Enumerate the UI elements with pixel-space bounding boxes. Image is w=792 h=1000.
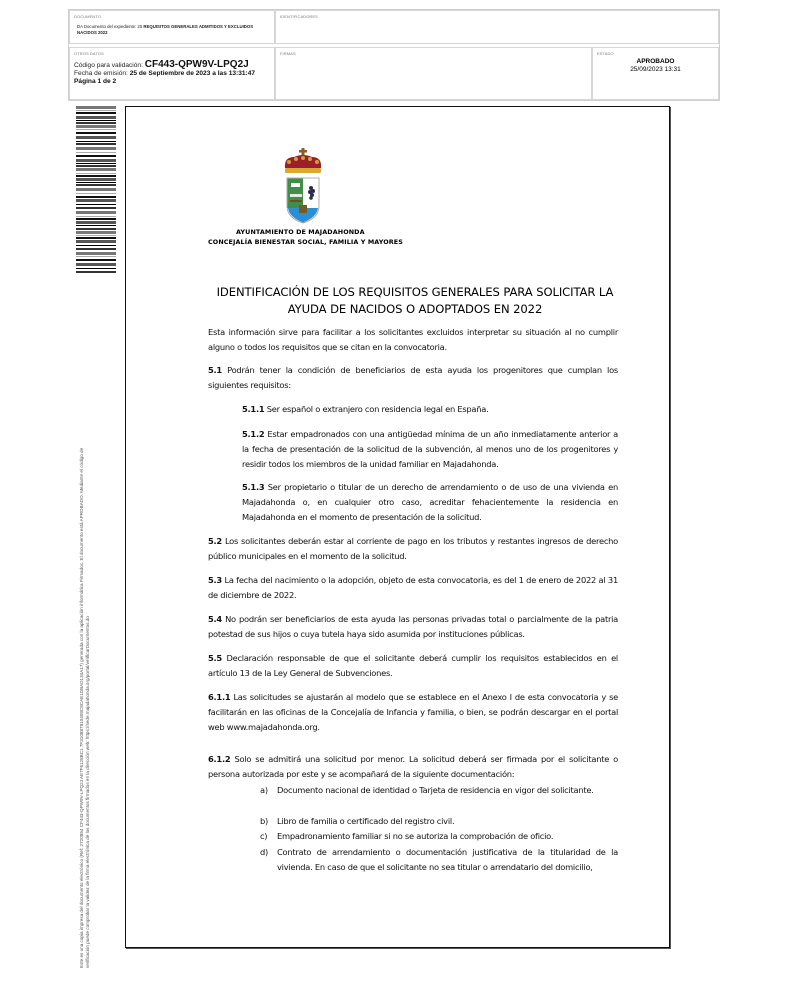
section-6-1-1: [208, 690, 618, 735]
barcode-stripe: [76, 271, 116, 273]
barcode-stripe: [76, 256, 116, 257]
otros-datos-label: OTROS DATOS: [74, 51, 104, 56]
barcode-stripe: [76, 252, 116, 255]
barcode-stripe: [76, 196, 116, 198]
section-text: Los solicitantes deberán estar al corriente de pago en los tributos y restantes ingresos de derecho público municipales en el momento de la solicitud.: [208, 536, 619, 561]
barcode-stripe: [76, 136, 116, 139]
estado-label: ESTADO: [597, 51, 614, 56]
section-text: Ser propietario o titular de un derecho de arrendamiento o de uso de una vivienda en Majadahonda o, en cualquier otro caso, acreditar fehacientemente la residencia en Majadahonda en el momento de presentación de la solicitud.: [242, 482, 618, 522]
barcode-stripe: [76, 178, 116, 181]
otros-datos-cell: [69, 47, 275, 100]
barcode-stripe: [76, 268, 116, 269]
list-marker: c): [260, 831, 268, 841]
section-number: 5.5: [208, 653, 222, 663]
list-text: Empadronamiento familiar si no se autoriza la comprobación de oficio.: [277, 831, 554, 841]
status-badge: APROBADO: [636, 58, 675, 65]
barcode-stripe: [76, 207, 116, 209]
barcode-stripe: [76, 175, 116, 177]
section-text: Las solicitudes se ajustarán al modelo que se establece en el Anexo I de esta convocatoria y se facilitarán en las oficinas de la Concejalía de Infancia y familia, o bien, se podrán descargar en el portal web www.majadahonda.org.: [208, 692, 618, 732]
barcode-stripe: [76, 116, 116, 119]
list-item: [260, 845, 618, 875]
section-text: Estar empadronados con una antigüedad mínima de un año inmediatamente anterior a la fecha de presentación de la solicitud de la subvención, al menos uno de los progenitores y residir todos los miembros de la unidad familiar en Majadahonda.: [242, 429, 619, 469]
section-5-2: [208, 534, 618, 564]
codigo-label: Código para validación:: [74, 62, 143, 69]
section-text: Declaración responsable de que el solicitante deberá cumplir los requisitos establecidos en el artículo 13 de la Ley General de Subvenciones.: [208, 653, 618, 678]
section-number: 5.1.1: [242, 404, 265, 414]
identificadores-label: IDENTIFICADORES: [280, 14, 318, 19]
barcode-stripe: [76, 168, 116, 171]
barcode-stripe: [76, 122, 116, 124]
side-note-line-1: Este es una copia impresa del documento electrónico (Ref: 2720854 CF443-QPW9V-LPQ2J AE7F6128BC1 7F310887810408C8CAE1DBAD134A17) generada con la aplicación informática Firmadoc. El documento está APROBADO. Mediante el código de: [79, 447, 84, 968]
barcode-stripe: [76, 182, 116, 183]
section-number: 5.1.3: [242, 482, 265, 492]
section-6-1-2: [208, 752, 618, 782]
barcode-stripe: [76, 193, 116, 194]
barcode-stripe: [76, 165, 116, 167]
status-date: 25/09/2023 13:31: [630, 65, 681, 73]
section-text: Ser español o extranjero con residencia legal en España.: [266, 404, 489, 414]
section-number: 5.4: [208, 614, 222, 624]
barcode-stripe: [76, 159, 116, 162]
barcode-stripe: [76, 132, 116, 134]
section-5-1-1: [242, 402, 618, 417]
section-number: 5.2: [208, 536, 222, 546]
barcode-stripe: [76, 129, 116, 130]
section-text: Solo se admitirá una solicitud por menor. La solicitud deberá ser firmada por el solicitante o persona autorizada por este y se acompañará de la siguiente documentación:: [208, 754, 618, 779]
barcode-stripe: [76, 231, 116, 234]
org-line-2: CONCEJALÍA BIENESTAR SOCIAL, FAMILIA Y MAYORES: [208, 238, 403, 246]
list-item: [260, 829, 618, 844]
section-5-3: [208, 573, 618, 603]
identificadores-cell: [275, 10, 719, 44]
documento-label: DOCUMENTO: [74, 14, 102, 19]
barcode-stripe: [76, 125, 116, 128]
barcode-stripe: [76, 173, 116, 174]
barcode-stripe: [76, 218, 116, 220]
barcode-stripe: [76, 147, 116, 150]
list-text: Libro de familia o certificado del registro civil.: [277, 816, 455, 826]
barcode-stripe: [76, 163, 116, 164]
barcode-stripe: [76, 155, 116, 157]
barcode-stripe: [76, 225, 116, 226]
barcode-stripe: [76, 112, 116, 114]
documento-cell: [69, 10, 275, 44]
barcode-icon: [76, 106, 116, 276]
validation-code: CF443-QPW9V-LPQ2J: [144, 59, 249, 70]
list-marker: a): [260, 785, 268, 795]
fecha-label: Fecha de emisión:: [74, 70, 128, 77]
section-text: La fecha del nacimiento o la adopción, objeto de esta convocatoria, es del 1 de enero de 2022 al 31 de diciembre de 2022.: [208, 575, 618, 600]
org-line-1: AYUNTAMIENTO DE MAJADAHONDA: [236, 228, 365, 236]
list-marker: b): [260, 816, 269, 826]
list-text: Documento nacional de identidad o Tarjeta de residencia en vigor del solicitante.: [277, 785, 594, 795]
documento-description: [77, 24, 267, 36]
barcode-stripe: [76, 106, 116, 109]
barcode-stripe: [76, 221, 116, 224]
section-number: 5.1: [208, 365, 222, 375]
barcode-stripe: [76, 211, 116, 214]
barcode-stripe: [76, 204, 116, 205]
barcode-stripe: [76, 141, 116, 142]
section-number: 5.3: [208, 575, 222, 585]
organization-heading: [200, 227, 410, 247]
section-text: No podrán ser beneficiarios de esta ayuda las personas privadas total o parcialmente de la patria potestad de sus hijos o cuya tutela haya sido asumida por instituciones públicas.: [208, 614, 618, 639]
side-note-line-2: verificación puede comprobar la validez de la firma electrónica de los documentos firmados en la dirección web: https://sede.majadahonda.org/portal/verificarDocumentos.do: [85, 616, 90, 968]
section-5-1: [208, 363, 618, 393]
title-line-2: AYUDA DE NACIDOS O ADOPTADOS EN 2022: [287, 302, 543, 316]
estado-cell: [592, 47, 719, 100]
page-title: [200, 284, 630, 318]
documento-prefix: DA Documento del expediente: 25: [77, 24, 143, 29]
document-header: [68, 9, 720, 101]
barcode-stripe: [76, 152, 116, 153]
section-text: Podrán tener la condición de beneficiarios de esta ayuda los progenitores que cumplan los siguientes requisitos:: [208, 365, 618, 390]
firmas-label: FIRMAS: [280, 51, 296, 56]
section-number: 6.1.2: [208, 754, 231, 764]
barcode-stripe: [76, 240, 116, 243]
barcode-stripe: [76, 143, 116, 145]
intro-paragraph: Esta información sirve para facilitar a los solicitantes excluidos interpretar su situación al no cumplir alguno o todos los requisitos que se citan en la convocatoria.: [208, 327, 618, 352]
section-5-4: [208, 612, 618, 642]
section-5-5: [208, 651, 618, 681]
verification-side-note: [79, 298, 91, 968]
barcode-stripe: [76, 184, 116, 186]
list-item: [260, 814, 618, 829]
section-number: 5.1.2: [242, 429, 265, 439]
list-marker: d): [260, 847, 269, 857]
barcode-stripe: [76, 235, 116, 236]
section-5-1-2: [242, 427, 618, 472]
section-5-1-3: [242, 480, 618, 525]
barcode-stripe: [76, 120, 116, 121]
barcode-stripe: [76, 259, 116, 261]
barcode-stripe: [76, 237, 116, 239]
barcode-stripe: [76, 248, 116, 250]
title-line-1: IDENTIFICACIÓN DE LOS REQUISITOS GENERALES PARA SOLICITAR LA: [216, 285, 614, 299]
documento-title: REQUISITOS GENERALES ADMITIDOS Y EXCLUIDOS NACIDOS 2022: [77, 24, 254, 35]
barcode-stripe: [76, 263, 116, 266]
page-indicator: Página 1 de 2: [74, 78, 117, 85]
barcode-stripe: [76, 216, 116, 217]
firmas-cell: [275, 47, 592, 100]
barcode-stripe: [76, 110, 116, 111]
barcode-stripe: [76, 245, 116, 246]
section-number: 6.1.1: [208, 692, 231, 702]
coat-of-arms-icon: [280, 148, 326, 228]
barcode-stripe: [76, 199, 116, 202]
barcode-stripe: [76, 188, 116, 191]
list-item: [260, 783, 618, 798]
fecha-emision: 25 de Septiembre de 2023 a las 13:31:47: [129, 70, 256, 77]
list-text: Contrato de arrendamiento o documentación justificativa de la titularidad de la vivienda. En caso de que el solicitante no sea titular o arrendatario del domicilio,: [277, 847, 618, 872]
barcode-stripe: [76, 228, 116, 230]
